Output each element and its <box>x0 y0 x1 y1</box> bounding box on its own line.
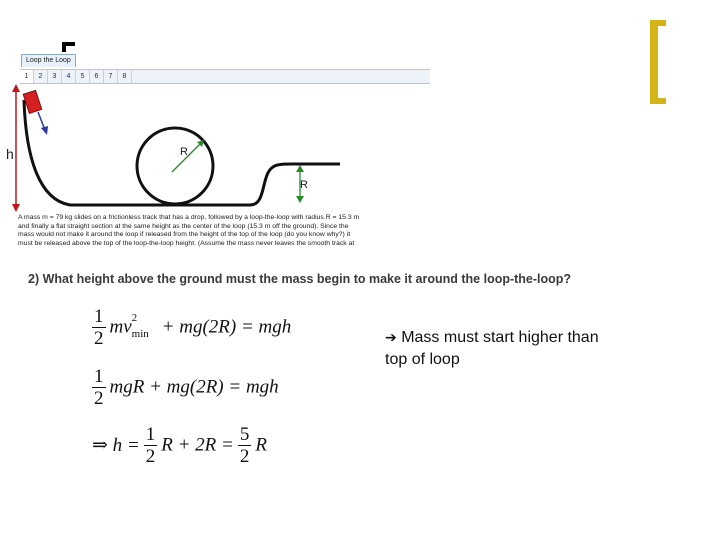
kinetic-term: mv <box>109 316 132 338</box>
app-title-tab[interactable]: Loop the Loop <box>21 54 76 67</box>
equation-2-rest: mgR + mg(2R) = mgh <box>109 376 279 398</box>
page-tab-4[interactable]: 4 <box>62 70 76 83</box>
page-tab-7[interactable]: 7 <box>104 70 118 83</box>
height-label: h <box>6 146 14 162</box>
step-radius-label: R <box>300 179 308 191</box>
equation-1 <box>92 306 291 349</box>
fraction-five-halves: $\frac{5}{2}$ <box>239 424 250 467</box>
height-arrow-head-bottom <box>12 204 20 212</box>
equation-3 <box>92 424 267 467</box>
fraction-half: $\frac{1}{2}$ <box>94 366 104 409</box>
conclusion-note <box>385 326 625 371</box>
problem-line: mass would not make it around the loop if released from the height of the top of the loop (do you know why?) it <box>18 231 351 238</box>
equation-3-mid: R + 2R = <box>161 434 234 456</box>
page-tab-2[interactable]: 2 <box>34 70 48 83</box>
page-tab-5[interactable]: 5 <box>76 70 90 83</box>
page-tab-6[interactable]: 6 <box>90 70 104 83</box>
problem-statement <box>18 214 428 248</box>
fraction-half: $\frac{1}{2}$ <box>145 424 156 467</box>
page-tab-8[interactable]: 8 <box>118 70 132 83</box>
velocity-exponent: 2 min <box>131 311 149 340</box>
equation-1-rest: + mg(2R) = mgh <box>161 316 292 338</box>
conclusion-text: Mass must start higher than top of loop <box>385 329 599 368</box>
equation-3-prefix: ⇒ h = <box>92 435 140 456</box>
sliding-block <box>23 90 42 113</box>
equation-3-tail: R <box>255 434 267 456</box>
track-drop <box>24 100 175 205</box>
problem-line: A mass m = 79 kg slides on a frictionless track that has a drop, followed by a loop-the-loop with radius R = 15.3 m <box>18 214 360 221</box>
step-arrow-head-bottom <box>296 196 304 203</box>
track-step <box>175 164 340 205</box>
fraction-half: $\frac{1}{2}$ <box>94 306 104 349</box>
equation-2 <box>92 366 279 409</box>
loop-radius-label: R <box>180 146 188 158</box>
page-tab-3[interactable]: 3 <box>48 70 62 83</box>
page-tab-1[interactable]: 1 <box>20 70 34 83</box>
question-text: 2) What height above the ground must the mass begin to make it around the loop-the-loop? <box>28 272 572 286</box>
problem-line: and finally a flat straight section at the same height as the center of the loop (15.3 m off the ground). Since the <box>18 222 349 230</box>
height-arrow-head-top <box>12 84 20 92</box>
velocity-arrow-head <box>41 126 48 135</box>
track-loop <box>137 128 213 204</box>
step-arrow-head-top <box>296 165 304 172</box>
right-arrow-icon: ➔ <box>385 329 397 345</box>
problem-line: must be released above the top of the loop-the-loop height. (Assume the mass never leaves the smooth track at <box>18 239 355 247</box>
